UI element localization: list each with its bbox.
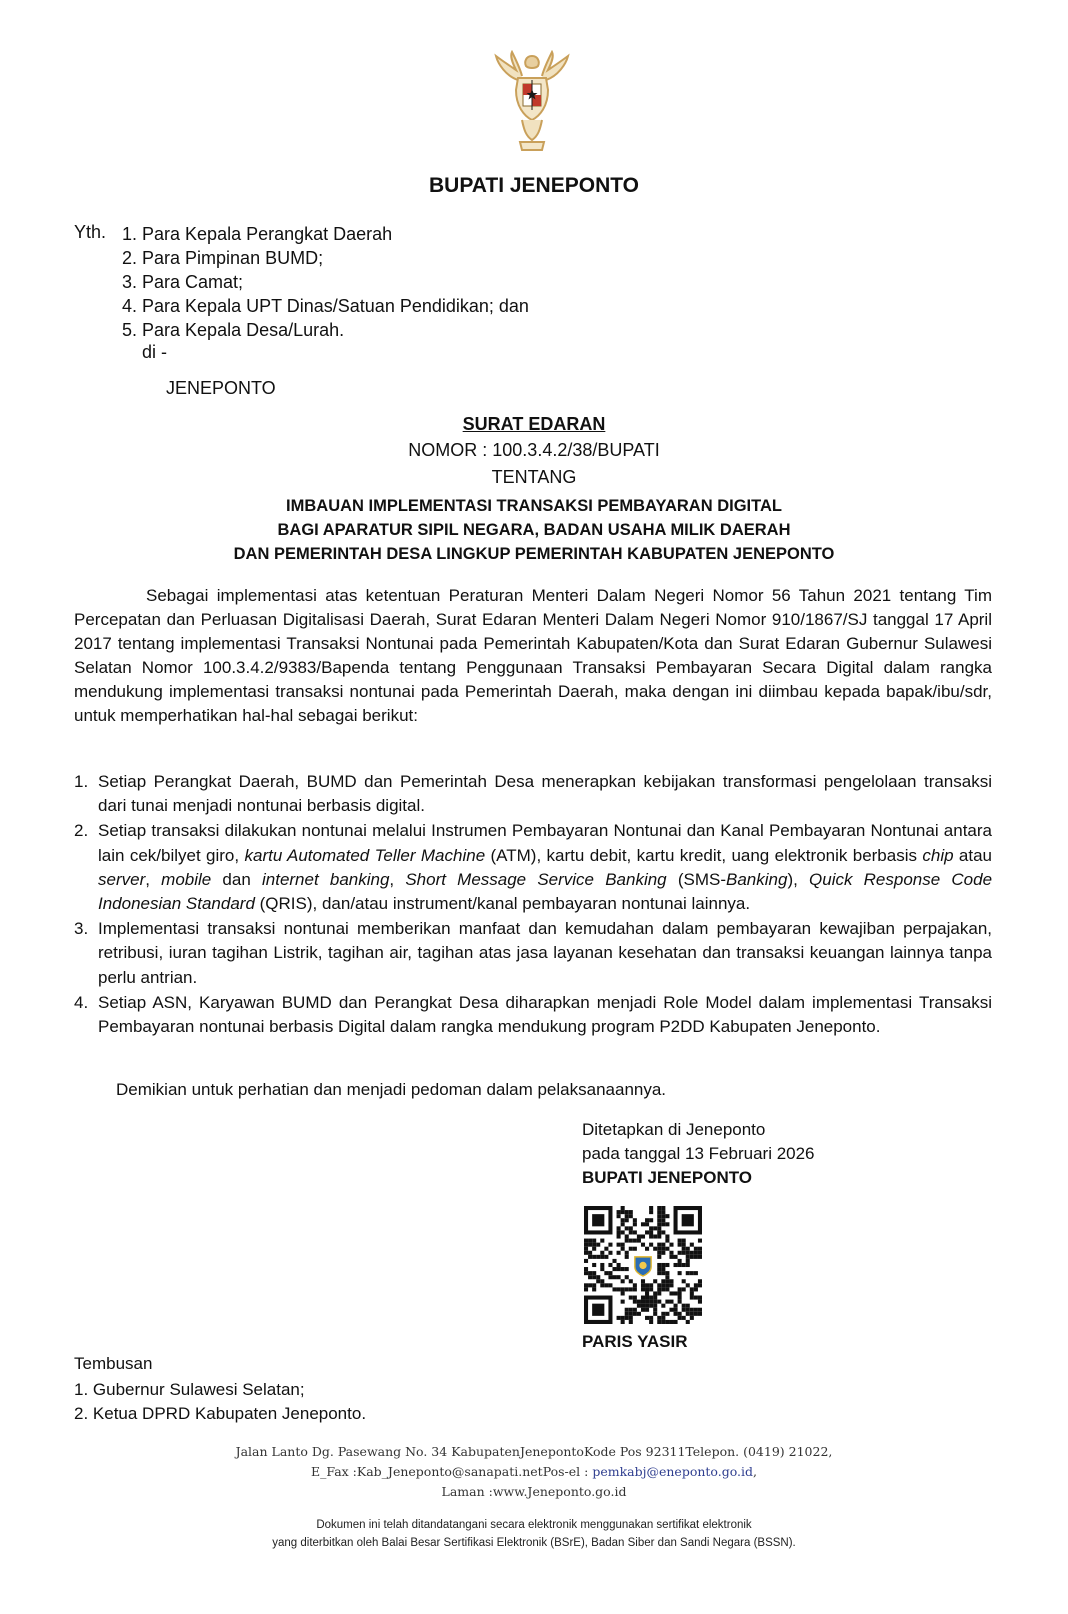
letter-subject — [0, 494, 1068, 566]
list-item: 4. Para Kepala UPT Dinas/Satuan Pendidikan; dan — [122, 296, 529, 316]
list-item: 1. Gubernur Sulawesi Selatan; — [74, 1380, 305, 1399]
footer-email-link[interactable]: pemkabj@eneponto.go.id — [592, 1464, 753, 1479]
qr-code-icon — [584, 1206, 702, 1324]
list-item: 1. Para Kepala Perangkat Daerah — [122, 224, 393, 244]
intro-paragraph: Sebagai implementasi atas ketentuan Peraturan Menteri Dalam Negeri Nomor 56 Tahun 2021 tentang Tim Percepatan dan Perluasan Digitalisasi Daerah, Surat Edaran Menteri Dalam Negeri Nomor 910/1867/SJ tanggal 17 April 2017 tentang implementasi Transaksi Nontunai pada Pemerintah Kabupaten/Kota dan Surat Edaran Gubernur Sulawesi Selatan Nomor 100.3.4.2/9383/Bapenda tentang Penggunaan Transaksi Pembayaran Secara Digital dalam rangka mendukung implementasi transaksi nontunai pada Pemerintah Daerah, maka dengan ini diimbau kepada bapak/ibu/sdr, untuk memperhatikan hal-hal sebagai berikut: — [74, 586, 992, 725]
signature-title: BUPATI JENEPONTO — [582, 1168, 753, 1187]
footer-fax-suffix: , — [753, 1464, 757, 1479]
point-number: 1. — [74, 772, 89, 791]
subject-line: BAGI APARATUR SIPIL NEGARA, BADAN USAHA MILIK DAERAH — [277, 521, 791, 539]
document-title: BUPATI JENEPONTO — [428, 174, 640, 197]
garuda-emblem-icon — [490, 50, 574, 158]
letter-tentang: TENTANG — [491, 467, 577, 487]
point-text: Setiap transaksi dilakukan nontunai melalui Instrumen Pembayaran Nontunai dan Kanal Pembayaran Nontunai antara lain cek/bilyet giro, kartu Automated Teller Machine (ATM), kartu debit, kartu kredit, uang elektronik berbasis chip atau server, mobile dan internet banking, Short Message Service Banking (SMS-Banking), Quick Response Code Indonesian Standard (QRIS), dan/atau instrument/kanal pembayaran nontunai lainnya. — [98, 821, 993, 914]
list-item: 3. Para Camat; — [122, 272, 244, 292]
list-item: 5. Para Kepala Desa/Lurah. — [122, 320, 345, 340]
list-item — [74, 991, 992, 1039]
letter-type: SURAT EDARAN — [462, 414, 606, 434]
footer-website: Laman :www.Jeneponto.go.id — [441, 1484, 627, 1499]
cc-list — [74, 1378, 366, 1426]
closing-sentence: Demikian untuk perhatian dan menjadi pedoman dalam pelaksanaannya. — [116, 1080, 667, 1099]
point-number: 4. — [74, 992, 89, 1012]
point-number: 3. — [74, 919, 89, 939]
subject-line: DAN PEMERINTAH DESA LINGKUP PEMERINTAH KABUPATEN JENEPONTO — [233, 545, 835, 563]
letter-number: NOMOR : 100.3.4.2/38/BUPATI — [408, 440, 660, 460]
list-item — [74, 770, 992, 818]
point-text: Implementasi transaksi nontunai memberikan manfaat dan kemudahan dalam pembayaran kewajiban perpajakan, retribusi, iuran tagihan Listrik, tagihan air, tagihan atas jasa layanan kesehatan dan transaksi keuangan lainnya tanpa perlu antrian. — [98, 919, 992, 987]
recipient-di: di - — [142, 342, 168, 362]
point-number: 2. — [74, 821, 89, 841]
cc-label: Tembusan — [74, 1354, 153, 1373]
esign-note-line: Dokumen ini telah ditandatangani secara elektronik menggunakan sertifikat elektronik — [316, 1519, 752, 1531]
list-item: 2. Para Pimpinan BUMD; — [122, 248, 324, 268]
list-item — [74, 819, 992, 916]
recipient-label: Yth. — [74, 222, 107, 242]
point-text: Setiap Perangkat Daerah, BUMD dan Pemerintah Desa menerapkan kebijakan transformasi pengelolaan transaksi dari tunai menjadi nontunai berbasis digital. — [98, 772, 992, 816]
footer-address: Jalan Lanto Dg. Pasewang No. 34 KabupatenJenepontoKode Pos 92311Telepon. (0419) 21022, — [235, 1444, 833, 1459]
footer-contact — [0, 1462, 1068, 1482]
signature-place: Ditetapkan di Jeneponto — [582, 1120, 766, 1139]
point-text: Setiap ASN, Karyawan BUMD dan Perangkat Desa diharapkan menjadi Role Model dalam implementasi Transaksi Pembayaran nontunai berbasis Digital dalam rangka mendukung program P2DD Kabupaten Jeneponto. — [98, 992, 992, 1037]
signature-date: pada tanggal 13 Februari 2026 — [582, 1144, 815, 1163]
list-item: 2. Ketua DPRD Kabupaten Jeneponto. — [74, 1404, 367, 1423]
list-item — [74, 917, 992, 990]
recipient-list — [122, 222, 529, 342]
subject-line: IMBAUAN IMPLEMENTASI TRANSAKSI PEMBAYARAN DIGITAL — [286, 497, 782, 515]
esign-note-line: yang diterbitkan oleh Balai Besar Sertifikasi Elektronik (BSrE), Badan Siber dan Sandi Negara (BSSN). — [272, 1537, 796, 1549]
recipient-city: JENEPONTO — [166, 378, 276, 398]
footer-fax: E_Fax :Kab_Jeneponto@sanapati.netPos-el : — [311, 1464, 593, 1479]
signature-name: PARIS YASIR — [582, 1332, 688, 1351]
points-list — [74, 770, 992, 1040]
